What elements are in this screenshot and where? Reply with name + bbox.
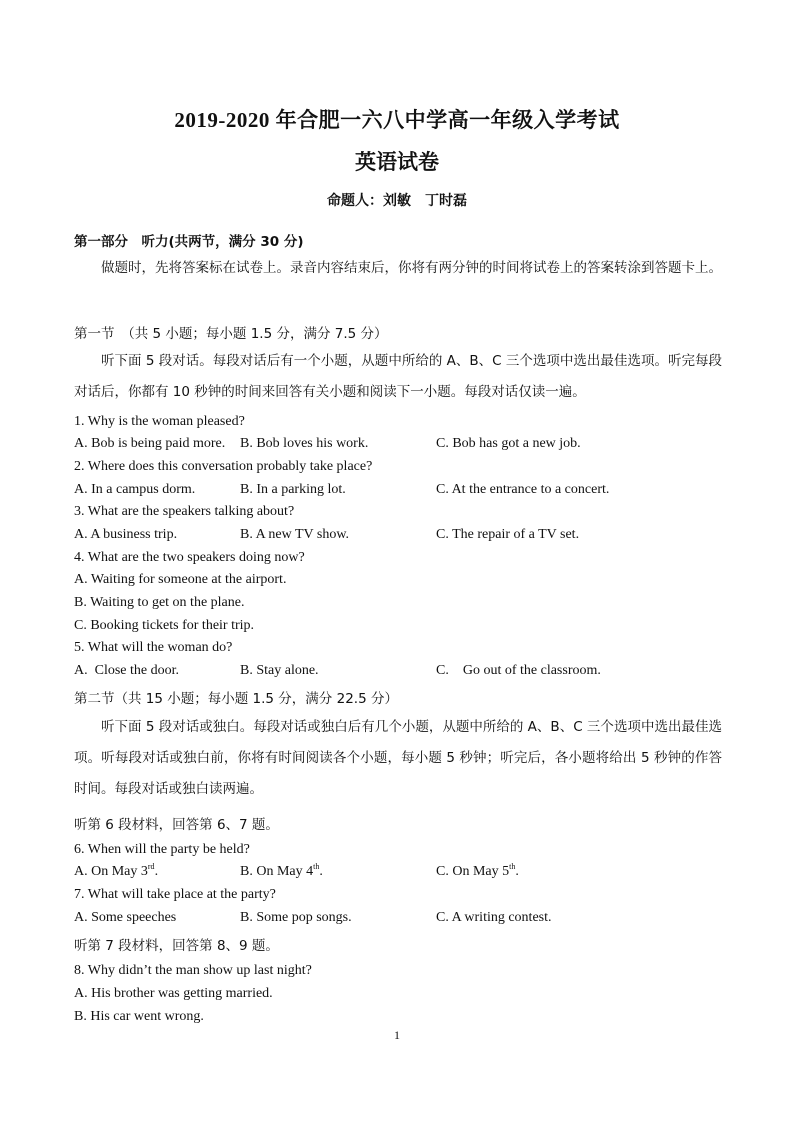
q7-option-b: B. Some pop songs. — [240, 910, 352, 925]
q1-option-b: B. Bob loves his work. — [240, 436, 369, 451]
q8-option-a: A. His brother was getting married. — [74, 986, 273, 1001]
q2-option-b: B. In a parking lot. — [240, 482, 346, 497]
section2-instruction: 听下面 5 段对话或独白。每段对话或独白后有几个小题，从题中所给的 A、B、C 三个选项中选出最佳选项。听每段对话或独白前，你将有时间阅读各个小题，每小题 5 秒钟；听完后，各小题将给出 5 秒钟的作答时间。每段对话或独白读两遍。 — [74, 719, 722, 797]
material-7-note: 听第 7 段材料，回答第 8、9 题。 — [74, 938, 279, 954]
q3-option-b: B. A new TV show. — [240, 527, 350, 542]
q6-option-a-sup: rd — [147, 862, 155, 871]
q4-option-a: A. Waiting for someone at the airport. — [74, 572, 287, 587]
q6-option-b-end: . — [319, 864, 323, 879]
q6-option-c-sup: th — [509, 862, 516, 871]
q6-option-a-text: A. On May 3 — [74, 864, 148, 879]
q6-option-c — [436, 864, 519, 880]
q1-option-c: C. Bob has got a new job. — [436, 436, 581, 451]
q2-option-c: C. At the entrance to a concert. — [436, 482, 610, 497]
exam-title: 2019-2020 年合肥一六八中学高一年级入学考试 — [174, 108, 620, 132]
q7-option-c: C. A writing contest. — [436, 910, 552, 925]
q3-option-c: C. The repair of a TV set. — [436, 527, 580, 542]
question-3: 3. What are the speakers talking about? — [74, 504, 295, 519]
q6-option-a — [74, 864, 158, 880]
q5-option-a: A. Close the door. — [74, 663, 179, 678]
question-7: 7. What will take place at the party? — [74, 887, 276, 902]
question-6: 6. When will the party be held? — [74, 842, 250, 857]
section2-heading: 第二节（共 15 小题；每小题 1.5 分，满分 22.5 分） — [74, 691, 398, 707]
authors-line: 命题人：刘敏 丁时磊 — [327, 193, 467, 209]
question-5: 5. What will the woman do? — [74, 640, 233, 655]
q6-option-a-end: . — [154, 864, 159, 879]
q4-option-c: C. Booking tickets for their trip. — [74, 618, 255, 633]
question-2: 2. Where does this conversation probably take place? — [74, 459, 373, 474]
q5-option-b: B. Stay alone. — [240, 663, 319, 678]
q2-option-a: A. In a campus dorm. — [74, 482, 196, 497]
q6-option-c-end: . — [515, 864, 519, 879]
page-number: 1 — [394, 1028, 400, 1042]
material-6-note: 听第 6 段材料，回答第 6、7 题。 — [74, 817, 279, 833]
section1-instruction: 听下面 5 段对话。每段对话后有一个小题，从题中所给的 A、B、C 三个选项中选出最佳选项。听完每段对话后，你都有 10 秒钟的时间来回答有关小题和阅读下一小题。每段对话仅读一遍。 — [74, 353, 722, 400]
exam-subtitle: 英语试卷 — [355, 150, 439, 174]
q6-option-b-text: B. On May 4 — [240, 864, 314, 879]
question-8: 8. Why didn’t the man show up last night? — [74, 963, 312, 978]
q6-option-c-text: C. On May 5 — [436, 864, 510, 879]
q6-option-b — [240, 864, 323, 880]
q3-option-a: A. A business trip. — [74, 527, 178, 542]
q6-option-b-sup: th — [313, 862, 320, 871]
part1-instruction: 做题时，先将答案标在试卷上。录音内容结束后，你将有两分钟的时间将试卷上的答案转涂到答题卡上。 — [101, 260, 722, 276]
q5-option-c: C. Go out of the classroom. — [436, 663, 601, 678]
q1-option-a: A. Bob is being paid more. — [74, 436, 226, 451]
question-1: 1. Why is the woman pleased? — [74, 414, 245, 429]
question-4: 4. What are the two speakers doing now? — [74, 550, 305, 565]
q8-option-b: B. His car went wrong. — [74, 1009, 204, 1024]
section1-heading: 第一节 （共 5 小题；每小题 1.5 分，满分 7.5 分） — [74, 326, 388, 342]
q7-option-a: A. Some speeches — [74, 910, 177, 925]
q4-option-b: B. Waiting to get on the plane. — [74, 595, 245, 610]
part1-heading: 第一部分 听力(共两节，满分 30 分) — [74, 234, 304, 250]
